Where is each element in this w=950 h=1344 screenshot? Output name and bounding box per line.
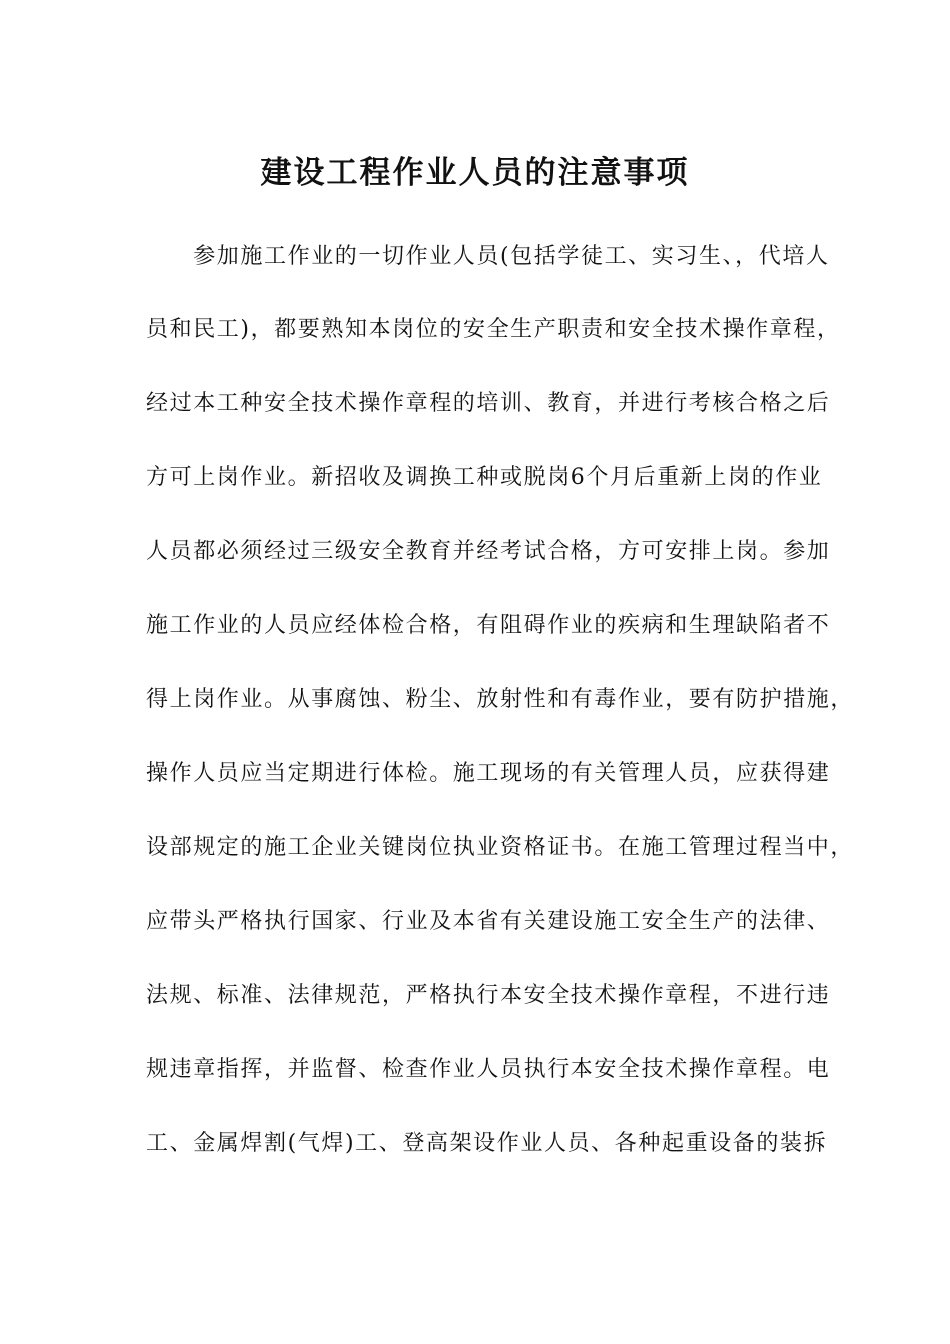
body-line-4: 方可上岗作业。新招收及调换工种或脱岗6个月后重新上岗的作业 bbox=[146, 465, 823, 490]
body-line-11: 法规、标准、法律规范，严格执行本安全技术操作章程，不进行违 bbox=[146, 983, 831, 1008]
body-line-1: 参加施工作业的一切作业人员(包括学徒工、实习生、，代培人 bbox=[146, 244, 830, 269]
body-line-13: 工、金属焊割(气焊)工、登高架设作业人员、各种起重设备的装拆 bbox=[146, 1131, 828, 1156]
body-line-6: 施工作业的人员应经体检合格，有阻碍作业的疾病和生理缺陷者不 bbox=[146, 613, 831, 638]
body-line-12: 规违章指挥，并监督、检查作业人员执行本安全技术操作章程。电 bbox=[146, 1057, 831, 1082]
body-line-5: 人员都必须经过三级安全教育并经考试合格，方可安排上岗。参加 bbox=[146, 539, 831, 564]
body-line-3: 经过本工种安全技术操作章程的培训、教育，并进行考核合格之后 bbox=[146, 391, 831, 416]
body-line-2: 员和民工)，都要熟知本岗位的安全生产职责和安全技术操作章程， bbox=[146, 317, 841, 342]
body-line-8: 操作人员应当定期进行体检。施工现场的有关管理人员，应获得建 bbox=[146, 761, 831, 786]
body-line-7: 得上岗作业。从事腐蚀、粉尘、放射性和有毒作业，要有防护措施， bbox=[146, 687, 855, 712]
body-line-10: 应带头严格执行国家、行业及本省有关建设施工安全生产的法律、 bbox=[146, 909, 831, 934]
document-title: 建设工程作业人员的注意事项 bbox=[260, 154, 690, 191]
body-line-9: 设部规定的施工企业关键岗位执业资格证书。在施工管理过程当中， bbox=[146, 835, 855, 860]
